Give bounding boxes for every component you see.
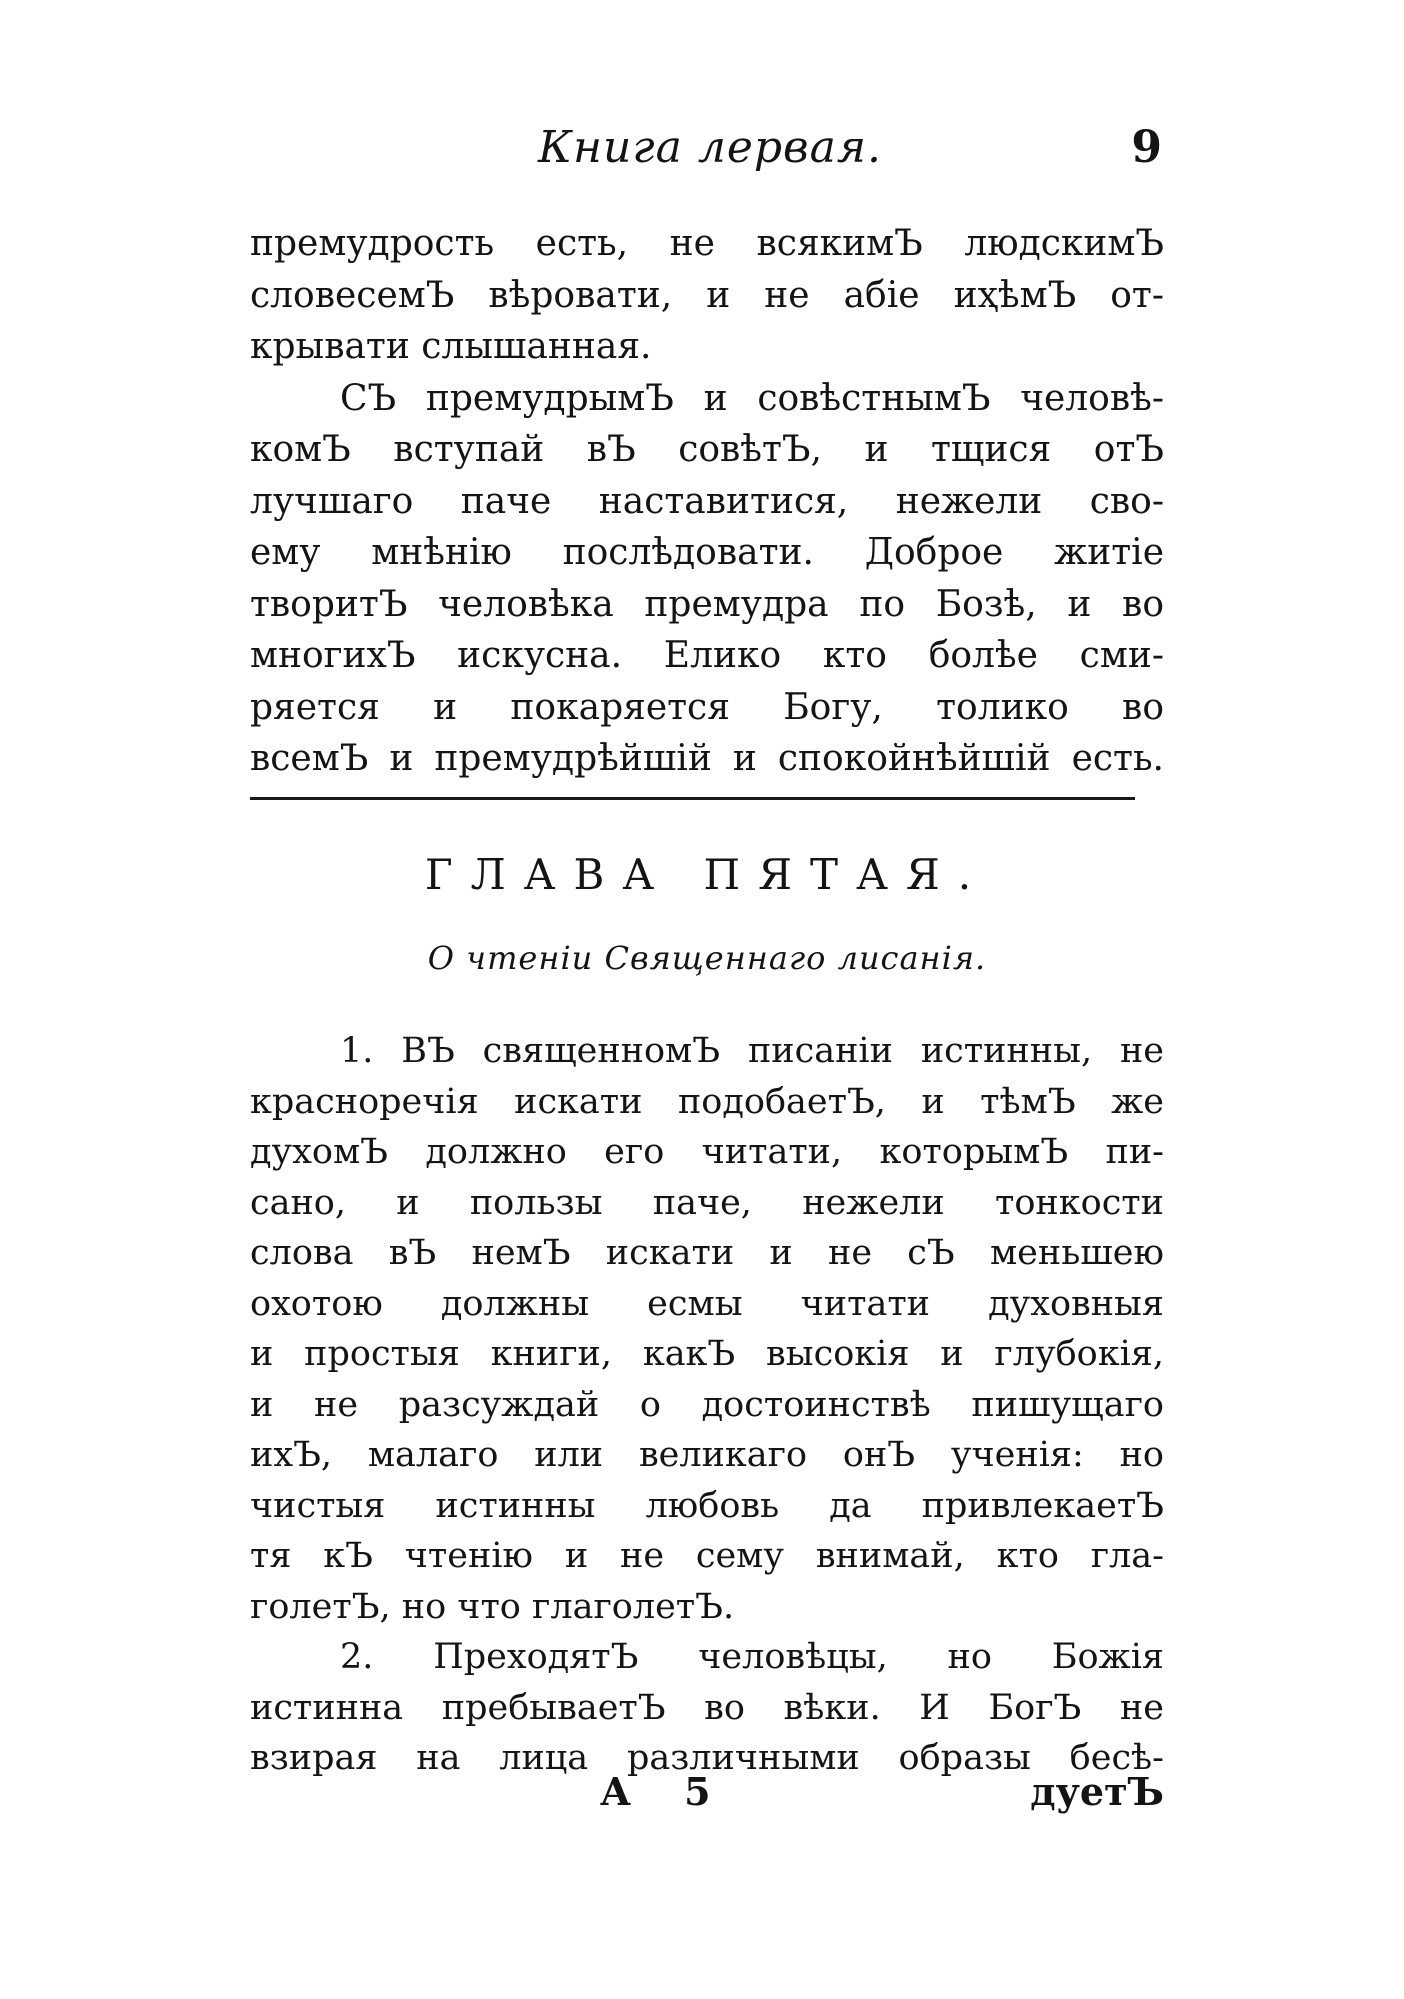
text-line: СЪ премудрымЪ и совѣстнымЪ человѣ- [340, 377, 1164, 419]
text-line: всемЪ и премудрѣйшій и спокойнѣйшій есть. [250, 738, 1164, 779]
text-line: красноречія искати подобаетЪ, и тѣмЪ же [250, 1081, 1164, 1122]
text-line: лучшаго паче наставитися, нежели сво- [250, 480, 1164, 522]
text-line: взирая на лица различными образы бесѣ- [250, 1738, 1164, 1778]
text-line: сано, и пользы паче, нежели тонкости [250, 1182, 1164, 1223]
signature-mark: А 5 [600, 1769, 731, 1814]
text-line: охотою должны есмы читати духовныя [250, 1283, 1164, 1324]
text-line: словесемЪ вѣровати, и не абіе иҳѣмЪ от- [250, 274, 1164, 316]
text-line: духомЪ должно его читати, которымЪ пи- [250, 1132, 1164, 1172]
text-line: многихЪ искусна. Елико кто болѣе сми- [250, 635, 1164, 676]
chapter-title: ГЛАВА ПЯТАЯ. [424, 850, 990, 899]
page-header [250, 118, 1170, 178]
page-footer [250, 1764, 1164, 1820]
continued-text [250, 218, 1164, 785]
chapter-subtitle: О чтеніи Священнаго лисанія. [427, 939, 987, 977]
text-line: ему мнѣнію послѣдовати. Доброе житіе [250, 532, 1164, 573]
text-line: ихЪ, малаго или великаго онЪ ученія: но [250, 1435, 1164, 1475]
text-line: голетЪ, но что глаголетЪ. [250, 1586, 735, 1627]
chapter-text [250, 1026, 1164, 1784]
text-line: крывати слышанная. [250, 326, 652, 367]
text-line: истинна пребываетЪ во вѣки. И БогЪ не [250, 1687, 1164, 1728]
text-line: 2. ПреходятЪ человѣцы, но Божія [340, 1637, 1164, 1677]
text-line: тя кЪ чтенію и не сему внимай, кто гла- [250, 1536, 1164, 1576]
catchword: дуетЪ [1030, 1769, 1164, 1814]
page-number: 9 [1131, 122, 1162, 173]
text-line: слова вЪ немЪ искати и не сЪ меньшею [250, 1233, 1164, 1273]
text-line: чистыя истинны любовь да привлекаетЪ [250, 1485, 1164, 1526]
text-line: комЪ вступай вЪ совѣтЪ, и тщися отЪ [250, 429, 1164, 470]
text-line: 1. ВЪ священномЪ писаніи истинны, не [340, 1031, 1164, 1071]
running-title: Книга лервая. [537, 122, 882, 173]
text-line: творитЪ человѣка премудра по Бозѣ, и во [250, 583, 1164, 625]
text-line: и не разсуждай о достоинствѣ пишущаго [250, 1384, 1164, 1425]
section-divider [250, 797, 1135, 800]
text-line: и простыя книги, какЪ высокія и глубокія, [250, 1334, 1164, 1374]
text-line: ряется и покаряется Богу, толико во [250, 686, 1164, 728]
text-line: премудрость есть, не всякимЪ людскимЪ [250, 223, 1164, 264]
